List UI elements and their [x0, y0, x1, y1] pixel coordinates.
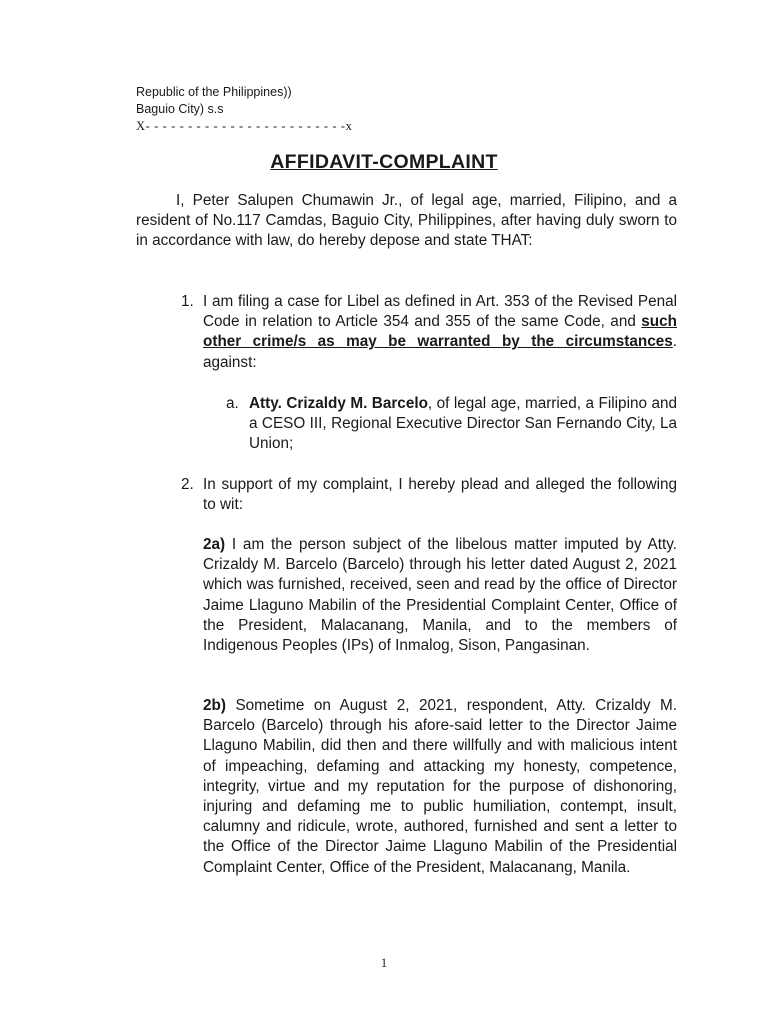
paragraph-2b [203, 696, 677, 878]
page-number: 1 [380, 956, 388, 970]
list-item-2-number: 2. [181, 476, 194, 493]
paragraph-2b-text: Sometime on August 2, 2021, respondent, Atty. Crizaldy M. Barcelo (Barcelo) through his afore-said letter to the Director Jaime Llaguno Mabilin, did then and there willfully and with malicious intent of impeaching, defaming and attacking my honesty, competence, integrity, virtue and my reputation for the purpose of dishonoring, injuring and defaming me to public humiliation, contempt, insult, calumny and ridicule, wrote, authored, furnished and sent a letter to the Office of the Director Jaime Llaguno Mabilin of the Presidential Complaint Center, Office of the President, Malacanang, Manila. [203, 697, 677, 876]
list-item-1-text [203, 292, 677, 373]
item1-emphasis: such other crime/s as may be warranted by the circumstances [203, 313, 677, 351]
header-city: Baguio City) s.s [136, 102, 224, 116]
paragraph-2a-text: I am the person subject of the libelous matter imputed by Atty. Crizaldy M. Barcelo (Barcelo) through his letter dated August 2, 2021 which was furnished, received, seen and read by the office of Director Jaime Llaguno Mabilin of the Presidential Complaint Center, Office of the President, Malacanang, Manila, and to the members of Indigenous Peoples (IPs) of Inmalog, Sison, Pangasinan. [203, 536, 677, 655]
header-republic: Republic of the Philippines)) [136, 85, 292, 99]
respondent-item-letter: a. [226, 395, 239, 412]
venue-header [136, 84, 352, 135]
item1-text-before: I am filing a case for Libel as defined in Art. 353 of the Revised Penal Code in relation to Article 354 and 355 of the same Code, and [203, 293, 677, 331]
list-item-1-number: 1. [181, 293, 194, 310]
intro-paragraph: I, Peter Salupen Chumawin Jr., of legal age, married, Filipino, and a resident of No.117 Camdas, Baguio City, Philippines, after having duly sworn to in accordance with law, do hereby depose and state THAT: [136, 192, 677, 250]
list-item-2-text: In support of my complaint, I hereby plead and alleged the following to wit: [203, 476, 677, 514]
respondent-name: Atty. Crizaldy M. Barcelo [249, 395, 428, 412]
respondent-details: , of legal age, married, a Filipino and a CESO III, Regional Executive Director San Fernando City, La Union; [249, 395, 677, 453]
respondent-item-text [249, 394, 677, 455]
document-title: AFFIDAVIT-COMPLAINT [270, 151, 498, 173]
paragraph-2a [203, 535, 677, 656]
paragraph-2a-label: 2a) [203, 536, 226, 553]
header-separator: X- - - - - - - - - - - - - - - - - - - - - - - -x [136, 119, 353, 133]
item1-text-after: . against: [203, 333, 677, 371]
paragraph-2b-label: 2b) [203, 697, 226, 714]
